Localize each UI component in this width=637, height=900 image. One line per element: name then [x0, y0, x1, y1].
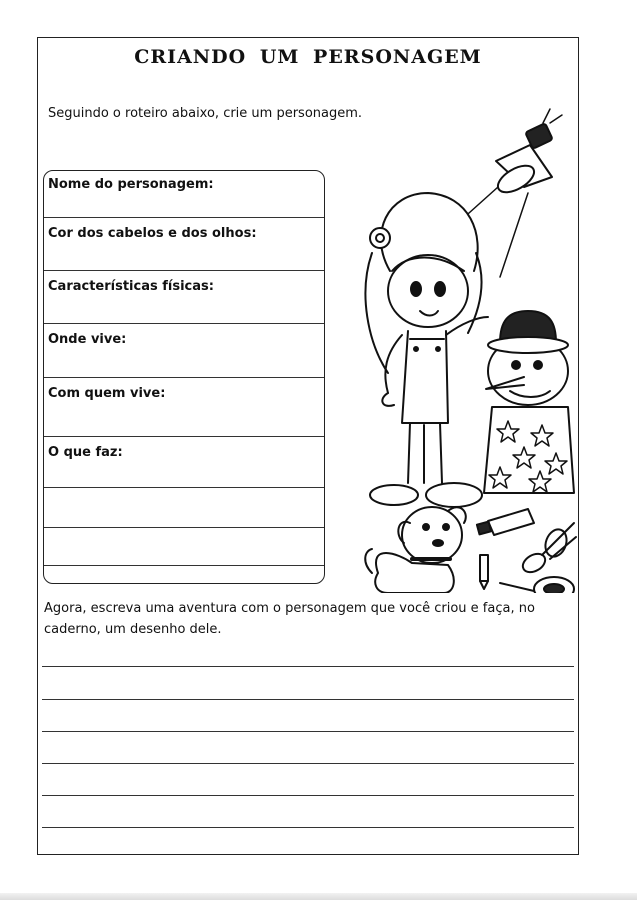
- answer-line[interactable]: [44, 565, 324, 566]
- scan-edge: [0, 893, 637, 900]
- writing-line[interactable]: [42, 731, 574, 732]
- answer-line[interactable]: [44, 323, 324, 324]
- scissors-icon: [520, 523, 576, 576]
- character-illustration: [328, 103, 578, 593]
- dog-icon: [365, 507, 466, 593]
- adventure-instructions: Agora, escreva uma aventura com o personagem que você criou e faça, no caderno, um desenho dele.: [44, 601, 535, 637]
- answer-line[interactable]: [44, 527, 324, 528]
- field-label-what-does: O que faz:: [48, 445, 123, 460]
- pencil-icon: [480, 555, 488, 589]
- worksheet: [37, 37, 579, 855]
- answer-line[interactable]: [44, 436, 324, 437]
- character-form: [43, 170, 325, 584]
- field-label-name: Nome do personagem:: [48, 177, 214, 192]
- field-label-hair-eyes: Cor dos cabelos e dos olhos:: [48, 226, 257, 241]
- intro-text: Seguindo o roteiro abaixo, crie um personagem.: [48, 106, 363, 121]
- answer-line[interactable]: [44, 487, 324, 488]
- writing-line[interactable]: [42, 827, 574, 828]
- glue-icon: [477, 509, 534, 535]
- page-title: CRIANDO UM PERSONAGEM: [134, 46, 482, 68]
- answer-line[interactable]: [44, 270, 324, 271]
- writing-line[interactable]: [42, 763, 574, 764]
- field-label-where-lives: Onde vive:: [48, 332, 127, 347]
- answer-line[interactable]: [44, 377, 324, 378]
- field-label-physical: Características físicas:: [48, 279, 214, 294]
- field-label-lives-with: Com quem vive:: [48, 386, 166, 401]
- tape-icon: [500, 577, 574, 593]
- answer-line[interactable]: [44, 217, 324, 218]
- writing-line[interactable]: [42, 666, 574, 667]
- writing-line[interactable]: [42, 795, 574, 796]
- writing-line[interactable]: [42, 699, 574, 700]
- girl-icon: [365, 193, 488, 507]
